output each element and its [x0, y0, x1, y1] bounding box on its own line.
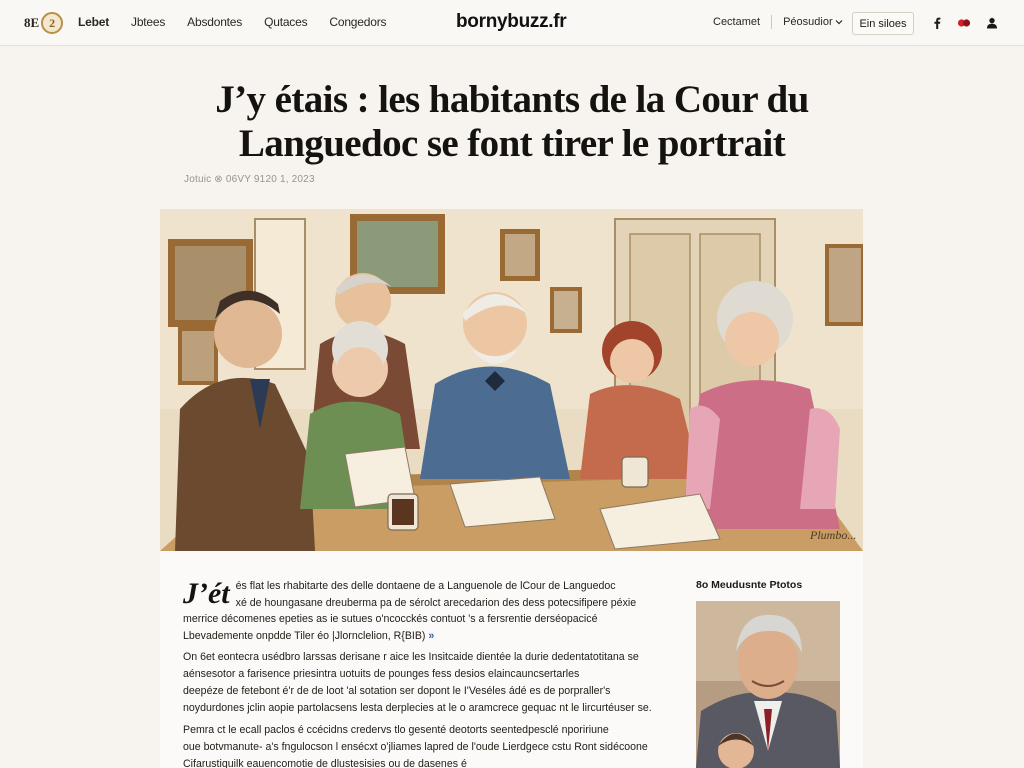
site-logo[interactable]: [24, 11, 63, 35]
chevron-down-icon: [835, 18, 843, 26]
site-name[interactable]: bornybuzz.fr: [456, 11, 567, 32]
signin-button[interactable]: Ein siloes: [852, 12, 914, 35]
article-headline: J’y étais : les habitants de la Cour du Languedoc se font tirer le portrait: [215, 78, 809, 165]
paragraph-2-line-3: deepéze de fetebont é'r de de loot 'al sotation ser dopont le I'Veséles ádé es de porpraller's: [183, 685, 611, 697]
paragraph-2-line-2: aénsesotor a farisence priesintra uotuits de pounges fess desios elaincauncsertarles: [183, 668, 580, 680]
site-header: [0, 0, 1024, 46]
edition-dropdown-label: Péosudior: [783, 16, 833, 28]
hero-illustration: [160, 209, 863, 551]
article-lede: [183, 578, 673, 644]
secondary-nav: [713, 15, 843, 29]
lede-line-1: és flat les rhabitarte des delle dontaene de a Languenole de lCour de Languedoc: [235, 580, 616, 592]
nav-item-4[interactable]: Qutaces: [264, 15, 308, 29]
read-more-link[interactable]: »: [428, 629, 435, 642]
nav-item-1[interactable]: Lebet: [78, 15, 110, 29]
nav-divider: [771, 15, 772, 29]
lede-line-2: xé de houngasane dreuberma pa de sérolct arecedarion des dess potecsifipere péxie: [235, 596, 637, 609]
article-byline: Jotuic ⊗ 06VY 9120 1, 2023: [184, 174, 315, 185]
dropcap: J’ét: [183, 577, 230, 610]
sidebar-photo[interactable]: [696, 601, 840, 768]
paragraph-3-line-2: oue botvmanute- a's fngulocson l ensécxt o'jliames lapred de l'oude Lierdgece cstu Ront sidécoone: [183, 741, 648, 753]
sidebar-title: 8o Meudusnte Ptotos: [696, 579, 803, 591]
paragraph-3-line-1: Pemra ct le ecall paclos é ccécidns credervs tlo gesenté deotorts seentedpesclé npoririune: [183, 724, 609, 736]
paragraph-3-line-3: Cifarustiquilk eauencomotie de dlustesisies ou de dasenes é: [183, 758, 467, 768]
nav-item-5[interactable]: Congedors: [329, 15, 387, 29]
main-nav: [78, 15, 408, 29]
hero-signature: Plumbo...: [810, 528, 857, 542]
logo-text: 8E: [24, 15, 40, 30]
user-icon[interactable]: [983, 14, 1001, 32]
contact-link[interactable]: Cectamet: [713, 16, 761, 28]
lede-line-4-text: Lbevademente onpdde Tiler éo |Jlornclelion, R{BIB): [183, 629, 426, 642]
edition-dropdown[interactable]: [783, 16, 843, 28]
logo-badge: 2: [41, 12, 63, 34]
lede-line-3: merrice décomenes epeties as ie sutues o'ncocckés contuot 's a fersrentie derséopacicé: [183, 613, 598, 625]
nav-item-3[interactable]: Absdontes: [187, 15, 243, 29]
social-icon[interactable]: [955, 14, 973, 32]
paragraph-2-line-1: On 6et eontecra usédbro larssas derisane r aice les Insitcaide dientée la durie dedentatotitana se: [183, 651, 639, 663]
paragraph-2-line-4: noydurdones jclin aopie partolacsens lesta derplecies at le o aramcrece gequac nt le lircurtéuser se.: [183, 702, 652, 714]
nav-item-2[interactable]: Jbtees: [131, 15, 166, 29]
facebook-icon[interactable]: [928, 14, 946, 32]
lede-line-4: [183, 628, 673, 645]
